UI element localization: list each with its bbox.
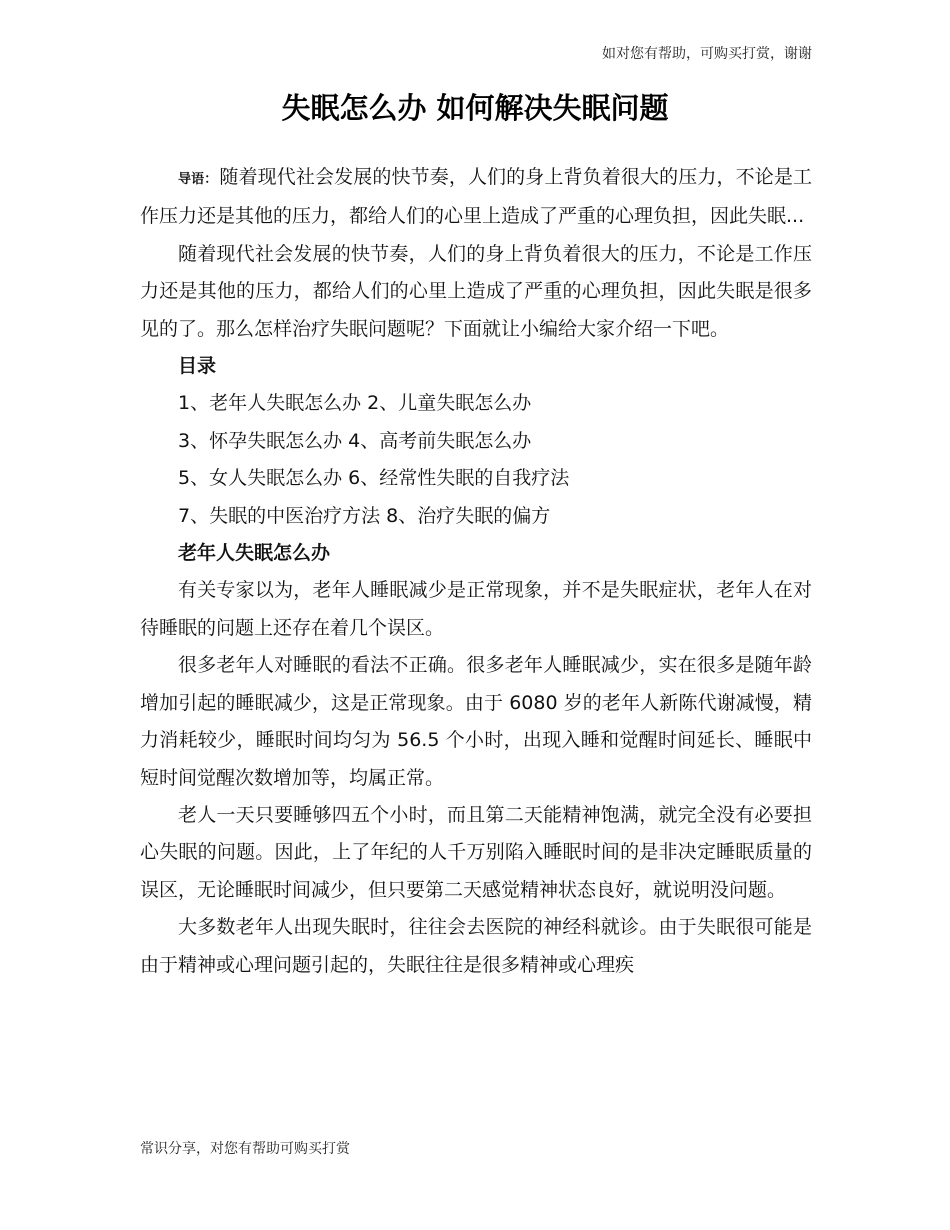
toc-line: 5、女人失眠怎么办 6、经常性失眠的自我疗法 <box>178 467 570 490</box>
section-paragraph: 很多老年人对睡眠的看法不正确。很多老年人睡眠减少，实在很多是随年龄增加引起的睡眠减少，这是正常现象。由于 6080 岁的老年人新陈代谢减慢，精力消耗较少，睡眠时间均匀为 56.5 个小时，出现入睡和觉醒时间延长、睡眠中短时间觉醒次数增加等，均属正常。 <box>140 654 812 789</box>
header-note: 如对您有帮助，可购买打赏，谢谢 <box>602 46 812 62</box>
document-title: 失眠怎么办 如何解决失眠问题 <box>281 91 669 125</box>
section-paragraph: 老人一天只要睡够四五个小时，而且第二天能精神饱满，就完全没有必要担心失眠的问题。因此，上了年纪的人千万别陷入睡眠时间的是非决定睡眠质量的误区，无论睡眠时间减少，但只要第二天感觉精神状态良好，就说明没问题。 <box>140 803 812 901</box>
section-paragraph: 有关专家以为，老年人睡眠减少是正常现象，并不是失眠症状，老年人在对待睡眠的问题上还存在着几个误区。 <box>140 579 812 639</box>
toc-line: 3、怀孕失眠怎么办 4、高考前失眠怎么办 <box>178 429 532 452</box>
intro-label: 导语： <box>178 172 218 187</box>
body-paragraph: 随着现代社会发展的快节奏，人们的身上背负着很大的压力，不论是工作压力还是其他的压力，都给人们的心里上造成了严重的心理负担，因此失眠是很多见的了。那么怎样治疗失眠问题呢？下面就让小编给大家介绍一下吧。 <box>140 242 812 340</box>
toc-heading: 目录 <box>178 355 217 378</box>
toc-line: 1、老年人失眠怎么办 2、儿童失眠怎么办 <box>178 392 532 415</box>
document-body <box>140 159 812 984</box>
intro-text: 随着现代社会发展的快节奏，人们的身上背负着很大的压力，不论是工作压力还是其他的压力，都给人们的心里上造成了严重的心理负担，因此失眠... <box>140 166 812 228</box>
section-paragraph: 大多数老年人出现失眠时，往往会去医院的神经科就诊。由于失眠很可能是由于精神或心理问题引起的，失眠往往是很多精神或心理疾 <box>140 916 812 976</box>
intro-paragraph <box>140 159 812 236</box>
section-heading: 老年人失眠怎么办 <box>178 542 331 565</box>
footer-note: 常识分享，对您有帮助可购买打赏 <box>140 1141 350 1157</box>
toc-line: 7、失眠的中医治疗方法 8、治疗失眠的偏方 <box>178 504 551 527</box>
